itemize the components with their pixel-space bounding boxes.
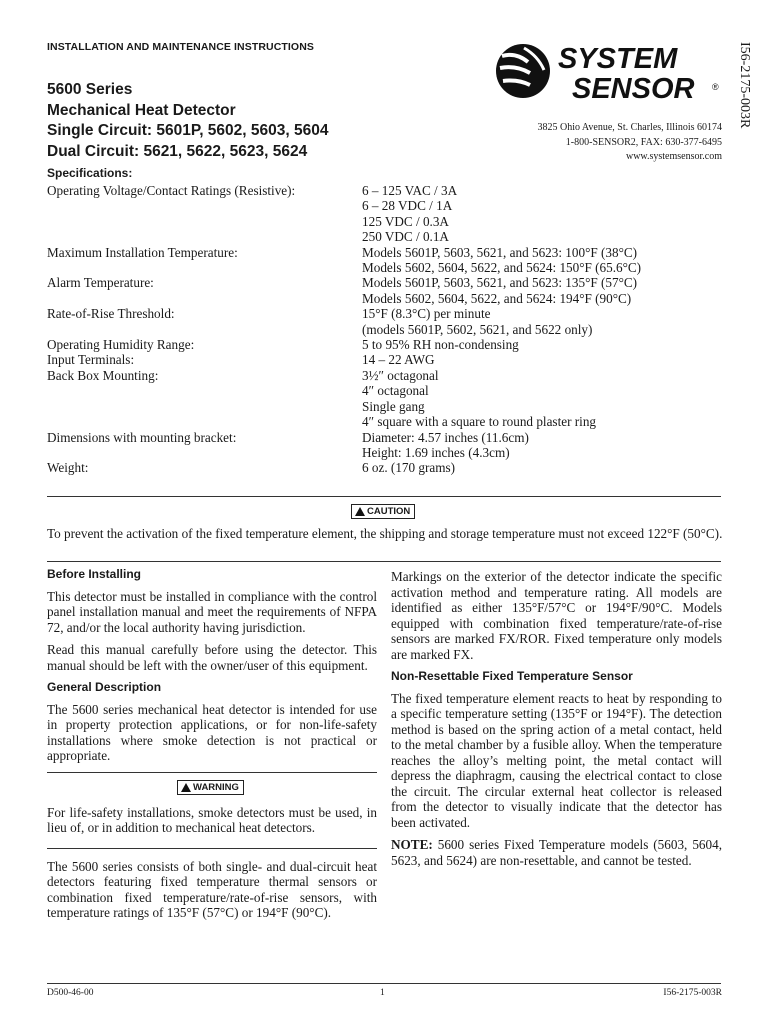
warning-text: For life-safety installations, smoke detectors must be used, in lieu of, or in addition to mechanical heat detectors. <box>47 804 377 835</box>
vertical-document-number <box>735 40 755 150</box>
spec-label: Dimensions with mounting bracket: <box>47 429 237 445</box>
warning-badge <box>177 780 244 795</box>
footer-page-number: 1 <box>380 988 385 998</box>
specifications-heading: Specifications: <box>47 166 133 180</box>
spec-label: Back Box Mounting: <box>47 367 159 383</box>
spec-value: 3½″ octagonal <box>362 367 439 383</box>
spec-label: Rate-of-Rise Threshold: <box>47 306 175 322</box>
spec-value: 125 VDC / 0.3A <box>362 213 449 229</box>
title-dual-circuit: Dual Circuit: 5621, 5622, 5623, 5624 <box>47 142 308 160</box>
warning-box <box>47 772 377 799</box>
caution-text: To prevent the activation of the fixed temperature element, the shipping and storage temperature must not exceed 122°F (50°C). <box>47 526 723 541</box>
address-website: www.systemsensor.com <box>625 151 722 162</box>
general-description-paragraph: The 5600 series mechanical heat detector is intended for use in property protection applications, or for non-life-safety installations where smoke detection is not practical or appropriate. <box>47 701 377 763</box>
right-column <box>391 569 722 875</box>
spec-value: Models 5601P, 5603, 5621, and 5623: 135°F (57°C) <box>362 275 638 291</box>
spec-row-input-terminals <box>47 352 727 367</box>
before-installing-paragraph-2: Read this manual carefully before using the detector. This manual should be left with the owner/user of this equipment. <box>47 642 377 673</box>
non-resettable-paragraph: The fixed temperature element reacts to heat by responding to a specific temperature setting (135°F or 194°F). The detection method is based on the spring action of a metal contact, held to the metal chamber by a fusible alloy. When the temperature reaches the alloy’s melting point, the metal contact will depress the diaphragm, causing the electrical contact to close the circuit. The circular external heat collector is released from the detector to visually indicate that the detector has been activated. <box>391 690 722 830</box>
address-street: 3825 Ohio Avenue, St. Charles, Illinois 60174 <box>537 122 722 133</box>
spec-value: Models 5601P, 5603, 5621, and 5623: 100°F (38°C) <box>362 244 638 260</box>
warning-icon <box>181 783 191 792</box>
spec-value: 6 – 125 VAC / 3A <box>362 183 458 198</box>
spec-row-rate-of-rise <box>47 306 727 337</box>
product-title <box>47 80 328 162</box>
spec-value: Single gang <box>362 398 425 414</box>
spec-value: 6 – 28 VDC / 1A <box>362 198 453 214</box>
title-product: Mechanical Heat Detector <box>47 101 236 119</box>
spec-value: 4″ octagonal <box>362 383 429 399</box>
note-label: NOTE: <box>391 837 433 852</box>
general-description-heading: General Description <box>47 680 162 694</box>
spec-value: 15°F (8.3°C) per minute <box>362 306 491 322</box>
note-text: 5600 series Fixed Temperature models (5603, 5604, 5623, and 5624) are non-resettable, and cannot be tested. <box>391 837 722 868</box>
note-paragraph <box>391 837 722 868</box>
logo-registered: ® <box>712 82 719 92</box>
system-sensor-logo <box>494 38 724 104</box>
specifications-table <box>47 183 727 476</box>
caution-badge-label: CAUTION <box>367 506 411 517</box>
spec-label: Weight: <box>47 460 89 476</box>
spec-value: Diameter: 4.57 inches (11.6cm) <box>362 429 529 445</box>
footer-form-number: D500-46-00 <box>47 988 94 998</box>
spec-row-dimensions <box>47 430 727 461</box>
spec-row-weight <box>47 460 727 475</box>
spec-row-humidity <box>47 337 727 352</box>
spec-value: 250 VDC / 0.1A <box>362 229 449 245</box>
company-address <box>537 121 722 165</box>
svg-text:I56-2175-003R: I56-2175-003R <box>737 42 752 129</box>
divider-caution <box>47 561 721 562</box>
before-installing-paragraph-1: This detector must be installed in compliance with the control panel installation manual and meet the requirements of NFPA 72, and/or the local authority having jurisdiction. <box>47 588 377 635</box>
spec-label: Maximum Installation Temperature: <box>47 244 238 260</box>
spec-row-back-box <box>47 368 727 430</box>
spec-value: 5 to 95% RH non-condensing <box>362 337 519 353</box>
before-installing-heading: Before Installing <box>47 567 142 581</box>
spec-value: 14 – 22 AWG <box>362 352 435 368</box>
warning-divider <box>47 848 377 849</box>
spec-row-alarm-temp <box>47 275 727 306</box>
spec-value: Models 5602, 5604, 5622, and 5624: 150°F (65.6°C) <box>362 260 642 276</box>
markings-paragraph: Markings on the exterior of the detector indicate the specific activation method and temperature rating. All models are identified as either 135°F/57°C or 194°F/90°C. Models equipped with combination fixed temperature/rate-of-rise sensors are marked FX/ROR. Fixed temperature only models are marked FX. <box>391 569 722 662</box>
spec-value: 4″ square with a square to round plaster ring <box>362 414 597 430</box>
divider-top <box>47 496 721 497</box>
footer-document-number: I56-2175-003R <box>663 988 722 998</box>
spec-value: (models 5601P, 5602, 5621, and 5622 only) <box>362 321 593 337</box>
non-resettable-heading: Non-Resettable Fixed Temperature Sensor <box>391 669 633 683</box>
series-description-paragraph: The 5600 series consists of both single- and dual-circuit heat detectors featuring fixed temperature thermal sensors or combination fixed temperature/rate-of-rise sensors, with temperature ratings of 135°F (57°C) or 194°F (90°C). <box>47 858 377 920</box>
spec-value: 6 oz. (170 grams) <box>362 460 456 476</box>
title-series: 5600 Series <box>47 81 133 98</box>
logo-text-sensor: SENSOR <box>572 73 695 104</box>
spec-label: Operating Humidity Range: <box>47 337 195 353</box>
left-column <box>47 567 377 928</box>
warning-badge-label: WARNING <box>193 781 239 793</box>
spec-row-voltage <box>47 183 727 245</box>
spec-value: Models 5602, 5604, 5622, and 5624: 194°F (90°C) <box>362 290 632 306</box>
caution-icon <box>355 507 365 516</box>
spec-row-max-install-temp <box>47 245 727 276</box>
footer-divider <box>47 983 721 984</box>
spec-label: Operating Voltage/Contact Ratings (Resistive): <box>47 183 296 198</box>
logo-mark-icon <box>496 44 550 98</box>
title-single-circuit: Single Circuit: 5601P, 5602, 5603, 5604 <box>47 122 329 139</box>
logo-text-system: SYSTEM <box>558 43 678 75</box>
spec-value: Height: 1.69 inches (4.3cm) <box>362 444 510 460</box>
document-type-label: INSTALLATION AND MAINTENANCE INSTRUCTIONS <box>47 41 314 53</box>
caution-badge <box>351 504 415 519</box>
address-phone: 1-800-SENSOR2, FAX: 630-377-6495 <box>565 136 722 148</box>
spec-label: Alarm Temperature: <box>47 275 154 291</box>
spec-label: Input Terminals: <box>47 352 135 368</box>
